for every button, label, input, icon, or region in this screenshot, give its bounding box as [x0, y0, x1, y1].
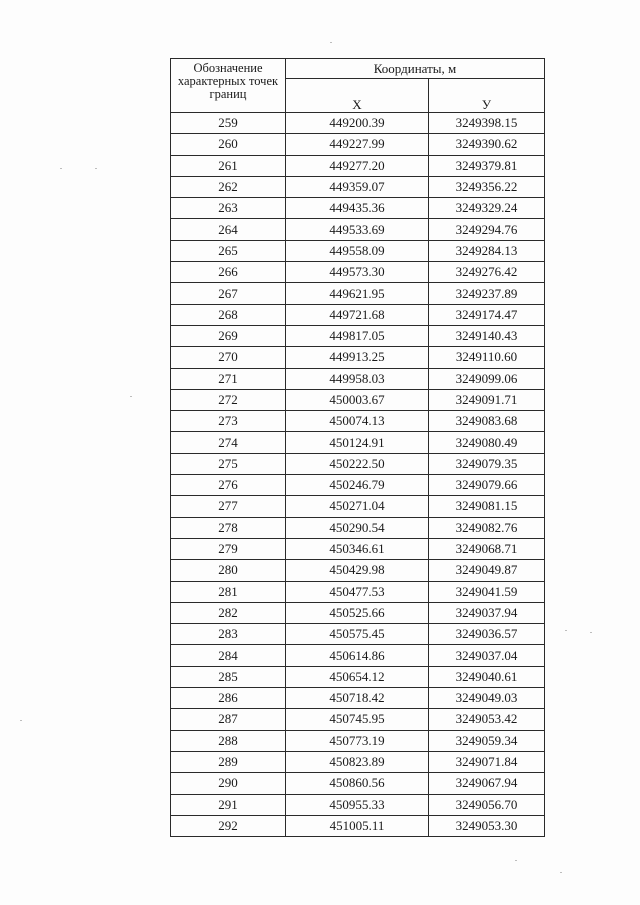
y-coordinate-cell: 3249036.57: [429, 624, 545, 645]
point-number-cell: 283: [171, 624, 286, 645]
y-coordinate-cell: 3249080.49: [429, 432, 545, 453]
table-row: [171, 496, 545, 517]
x-coordinate-cell: 450525.66: [286, 602, 429, 623]
table-row: [171, 347, 545, 368]
x-coordinate-cell: 450003.67: [286, 389, 429, 410]
y-coordinate-cell: 3249056.70: [429, 794, 545, 815]
table-row: [171, 134, 545, 155]
table-row: [171, 325, 545, 346]
x-coordinate-cell: 449435.36: [286, 198, 429, 219]
x-coordinate-cell: 449817.05: [286, 325, 429, 346]
x-column-header: X: [286, 79, 429, 113]
scan-speck: [590, 632, 592, 633]
point-designation-header: Обозначение характерных точек границ: [171, 59, 286, 113]
x-coordinate-cell: 450124.91: [286, 432, 429, 453]
table-row: [171, 538, 545, 559]
y-coordinate-cell: 3249082.76: [429, 517, 545, 538]
y-coordinate-cell: 3249099.06: [429, 368, 545, 389]
x-coordinate-cell: 450718.42: [286, 688, 429, 709]
coordinates-header: Координаты, м: [286, 59, 545, 79]
x-coordinate-cell: 450745.95: [286, 709, 429, 730]
scan-speck: [20, 720, 22, 721]
point-number-cell: 268: [171, 304, 286, 325]
table-row: [171, 688, 545, 709]
point-number-cell: 285: [171, 666, 286, 687]
y-coordinate-cell: 3249049.03: [429, 688, 545, 709]
point-number-cell: 264: [171, 219, 286, 240]
y-coordinate-cell: 3249276.42: [429, 262, 545, 283]
table-row: [171, 560, 545, 581]
point-number-cell: 270: [171, 347, 286, 368]
y-coordinate-cell: 3249079.66: [429, 475, 545, 496]
x-coordinate-cell: 449200.39: [286, 113, 429, 134]
point-number-cell: 289: [171, 751, 286, 772]
scan-speck: [130, 396, 132, 397]
point-number-cell: 281: [171, 581, 286, 602]
table-row: [171, 198, 545, 219]
point-number-cell: 290: [171, 773, 286, 794]
scan-speck: [515, 860, 517, 861]
table-row: [171, 794, 545, 815]
table-row: [171, 368, 545, 389]
x-coordinate-cell: 450271.04: [286, 496, 429, 517]
x-coordinate-cell: 449573.30: [286, 262, 429, 283]
point-number-cell: 286: [171, 688, 286, 709]
y-coordinate-cell: 3249356.22: [429, 176, 545, 197]
y-coordinate-cell: 3249037.94: [429, 602, 545, 623]
table-row: [171, 602, 545, 623]
x-coordinate-cell: 450346.61: [286, 538, 429, 559]
table-row: [171, 411, 545, 432]
x-coordinate-cell: 450654.12: [286, 666, 429, 687]
point-number-cell: 262: [171, 176, 286, 197]
x-coordinate-cell: 449533.69: [286, 219, 429, 240]
point-number-cell: 292: [171, 815, 286, 836]
table-row: [171, 475, 545, 496]
y-coordinate-cell: 3249083.68: [429, 411, 545, 432]
table-row: [171, 389, 545, 410]
x-coordinate-cell: 449277.20: [286, 155, 429, 176]
point-number-cell: 260: [171, 134, 286, 155]
y-column-header: У: [429, 79, 545, 113]
table-row: [171, 645, 545, 666]
table-row: [171, 240, 545, 261]
table-row: [171, 155, 545, 176]
x-coordinate-cell: 450860.56: [286, 773, 429, 794]
x-coordinate-cell: 450290.54: [286, 517, 429, 538]
y-coordinate-cell: 3249053.30: [429, 815, 545, 836]
x-coordinate-cell: 450477.53: [286, 581, 429, 602]
scan-speck: [330, 42, 332, 43]
point-number-cell: 280: [171, 560, 286, 581]
x-coordinate-cell: 451005.11: [286, 815, 429, 836]
y-coordinate-cell: 3249237.89: [429, 283, 545, 304]
point-number-cell: 278: [171, 517, 286, 538]
y-coordinate-cell: 3249294.76: [429, 219, 545, 240]
x-coordinate-cell: 450246.79: [286, 475, 429, 496]
x-coordinate-cell: 450429.98: [286, 560, 429, 581]
coordinates-table: [170, 58, 545, 837]
table-row: [171, 815, 545, 836]
y-coordinate-cell: 3249079.35: [429, 453, 545, 474]
y-coordinate-cell: 3249041.59: [429, 581, 545, 602]
table-row: [171, 453, 545, 474]
point-number-cell: 267: [171, 283, 286, 304]
point-number-cell: 271: [171, 368, 286, 389]
point-number-cell: 275: [171, 453, 286, 474]
point-number-cell: 263: [171, 198, 286, 219]
table-row: [171, 773, 545, 794]
point-number-cell: 265: [171, 240, 286, 261]
y-coordinate-cell: 3249110.60: [429, 347, 545, 368]
y-coordinate-cell: 3249329.24: [429, 198, 545, 219]
point-number-cell: 261: [171, 155, 286, 176]
x-coordinate-cell: 450614.86: [286, 645, 429, 666]
point-number-cell: 277: [171, 496, 286, 517]
scan-speck: [560, 872, 562, 873]
x-coordinate-cell: 449721.68: [286, 304, 429, 325]
point-number-cell: 284: [171, 645, 286, 666]
x-coordinate-cell: 449227.99: [286, 134, 429, 155]
y-coordinate-cell: 3249071.84: [429, 751, 545, 772]
point-number-cell: 288: [171, 730, 286, 751]
table-body: [171, 113, 545, 837]
point-number-cell: 266: [171, 262, 286, 283]
x-coordinate-cell: 450955.33: [286, 794, 429, 815]
x-coordinate-cell: 449621.95: [286, 283, 429, 304]
x-coordinate-cell: 449558.09: [286, 240, 429, 261]
table-row: [171, 113, 545, 134]
point-number-cell: 273: [171, 411, 286, 432]
table-row: [171, 176, 545, 197]
x-coordinate-cell: 450222.50: [286, 453, 429, 474]
y-coordinate-cell: 3249091.71: [429, 389, 545, 410]
y-coordinate-cell: 3249067.94: [429, 773, 545, 794]
x-coordinate-cell: 449958.03: [286, 368, 429, 389]
y-coordinate-cell: 3249140.43: [429, 325, 545, 346]
table-row: [171, 709, 545, 730]
table-row: [171, 751, 545, 772]
x-coordinate-cell: 450074.13: [286, 411, 429, 432]
table-row: [171, 624, 545, 645]
y-coordinate-cell: 3249053.42: [429, 709, 545, 730]
y-coordinate-cell: 3249059.34: [429, 730, 545, 751]
point-number-cell: 269: [171, 325, 286, 346]
scan-speck: [565, 630, 567, 631]
table-row: [171, 730, 545, 751]
point-number-cell: 291: [171, 794, 286, 815]
y-coordinate-cell: 3249174.47: [429, 304, 545, 325]
point-number-cell: 282: [171, 602, 286, 623]
y-coordinate-cell: 3249379.81: [429, 155, 545, 176]
x-coordinate-cell: 450575.45: [286, 624, 429, 645]
x-coordinate-cell: 449913.25: [286, 347, 429, 368]
table-row: [171, 517, 545, 538]
y-coordinate-cell: 3249284.13: [429, 240, 545, 261]
y-coordinate-cell: 3249081.15: [429, 496, 545, 517]
table-row: [171, 262, 545, 283]
x-coordinate-cell: 450773.19: [286, 730, 429, 751]
point-number-cell: 276: [171, 475, 286, 496]
table-row: [171, 219, 545, 240]
x-coordinate-cell: 450823.89: [286, 751, 429, 772]
point-number-cell: 287: [171, 709, 286, 730]
scan-speck: [60, 168, 62, 169]
table-row: [171, 432, 545, 453]
table-row: [171, 666, 545, 687]
table-row: [171, 304, 545, 325]
point-number-cell: 279: [171, 538, 286, 559]
y-coordinate-cell: 3249040.61: [429, 666, 545, 687]
y-coordinate-cell: 3249390.62: [429, 134, 545, 155]
point-number-cell: 272: [171, 389, 286, 410]
y-coordinate-cell: 3249068.71: [429, 538, 545, 559]
y-coordinate-cell: 3249398.15: [429, 113, 545, 134]
point-number-cell: 274: [171, 432, 286, 453]
x-coordinate-cell: 449359.07: [286, 176, 429, 197]
y-coordinate-cell: 3249049.87: [429, 560, 545, 581]
point-number-cell: 259: [171, 113, 286, 134]
y-coordinate-cell: 3249037.04: [429, 645, 545, 666]
table-row: [171, 283, 545, 304]
scan-speck: [95, 168, 97, 169]
table-row: [171, 581, 545, 602]
